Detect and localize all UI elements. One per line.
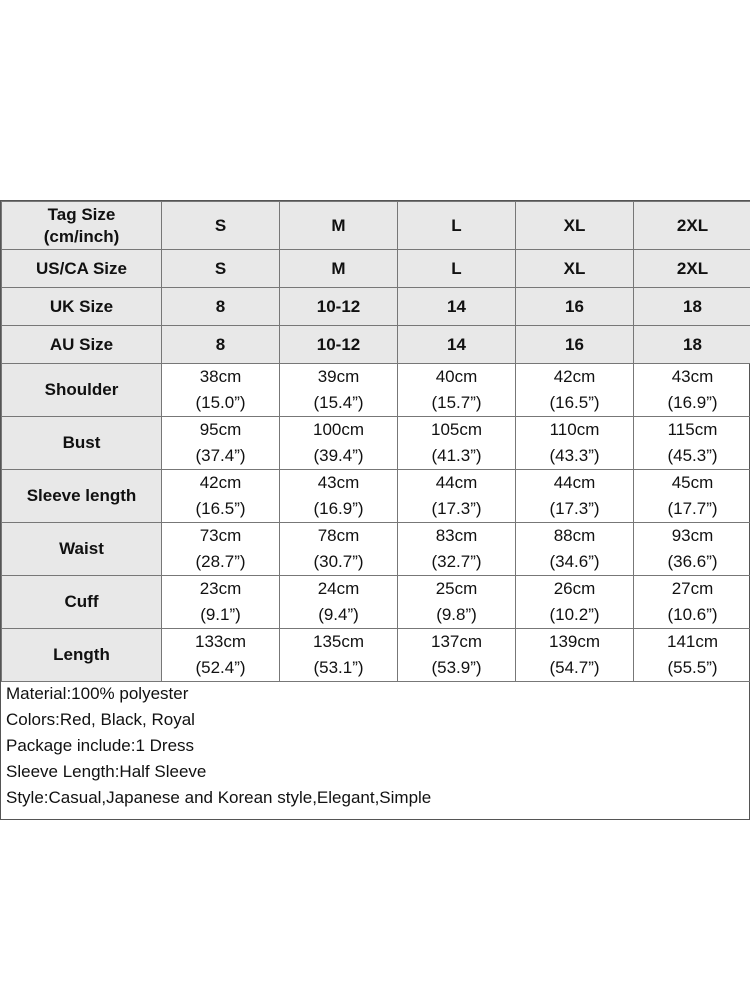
measurement-inch: (55.5”) <box>667 658 718 677</box>
measurement-cm: 137cm <box>430 632 483 651</box>
size-header-cell: XL <box>516 202 634 250</box>
size-value-cell: 14 <box>398 326 516 364</box>
measurement-cell <box>516 470 634 523</box>
measurement-inch: (45.3”) <box>667 446 718 465</box>
size-value-cell: 18 <box>634 326 750 364</box>
measurement-inch: (34.6”) <box>549 552 600 571</box>
measurement-cell <box>634 523 750 576</box>
size-value-cell: 8 <box>162 326 280 364</box>
measurement-cm: 44cm <box>553 473 596 492</box>
measurement-cell <box>634 576 750 629</box>
measurement-row <box>2 470 750 523</box>
measurement-cm: 27cm <box>671 579 714 598</box>
measurement-cm: 73cm <box>199 526 242 545</box>
measurement-row <box>2 523 750 576</box>
measurement-cm: 40cm <box>435 367 478 386</box>
measurement-inch: (9.8”) <box>436 605 477 624</box>
measurement-cm: 83cm <box>435 526 478 545</box>
measurement-cm: 23cm <box>199 579 242 598</box>
measurement-inch: (36.6”) <box>667 552 718 571</box>
measurement-cm: 105cm <box>430 420 483 439</box>
measurement-label: Waist <box>2 523 162 576</box>
size-header-cell: L <box>398 202 516 250</box>
measurement-inch: (28.7”) <box>195 552 246 571</box>
size-row-label: UK Size <box>2 288 162 326</box>
note-material: Material:100% polyester <box>6 684 189 703</box>
note-sleeve-length: Sleeve Length:Half Sleeve <box>6 762 207 781</box>
size-conversion-row <box>2 288 750 326</box>
measurement-inch: (53.1”) <box>313 658 364 677</box>
measurement-inch: (15.0”) <box>195 393 246 412</box>
measurement-cell <box>398 470 516 523</box>
measurement-cm: 42cm <box>199 473 242 492</box>
measurement-inch: (32.7”) <box>431 552 482 571</box>
measurement-cell <box>516 576 634 629</box>
measurement-inch: (15.7”) <box>431 393 482 412</box>
measurement-cm: 43cm <box>671 367 714 386</box>
measurement-row <box>2 364 750 417</box>
measurement-cell <box>398 629 516 682</box>
measurement-cell <box>398 417 516 470</box>
size-value-cell: M <box>280 250 398 288</box>
measurement-inch: (10.6”) <box>667 605 718 624</box>
measurement-cell <box>162 417 280 470</box>
measurement-cell <box>516 523 634 576</box>
size-value-cell: XL <box>516 250 634 288</box>
measurement-cm: 141cm <box>666 632 719 651</box>
table-header-row <box>2 202 750 250</box>
measurement-label: Cuff <box>2 576 162 629</box>
measurement-cm: 38cm <box>199 367 242 386</box>
measurement-inch: (53.9”) <box>431 658 482 677</box>
measurement-cell <box>634 470 750 523</box>
measurement-inch: (9.1”) <box>200 605 241 624</box>
measurement-inch: (9.4”) <box>318 605 359 624</box>
size-header-cell: 2XL <box>634 202 750 250</box>
size-value-cell: 10-12 <box>280 326 398 364</box>
measurement-cell <box>162 629 280 682</box>
tag-size-label: Tag Size <box>47 204 116 224</box>
product-notes <box>1 681 750 819</box>
measurement-inch: (37.4”) <box>195 446 246 465</box>
measurement-inch: (10.2”) <box>549 605 600 624</box>
measurement-cell <box>634 629 750 682</box>
measurement-cell <box>516 629 634 682</box>
measurement-cm: 115cm <box>667 420 718 439</box>
measurement-cell <box>162 523 280 576</box>
measurement-cm: 135cm <box>312 632 365 651</box>
measurement-cell <box>280 629 398 682</box>
size-value-cell: S <box>162 250 280 288</box>
measurement-row <box>2 417 750 470</box>
size-row-label: AU Size <box>2 326 162 364</box>
measurement-label: Shoulder <box>2 364 162 417</box>
measurement-cm: 93cm <box>671 526 714 545</box>
measurement-cm: 39cm <box>317 367 360 386</box>
measurement-cm: 88cm <box>553 526 596 545</box>
measurement-cell <box>516 417 634 470</box>
measurement-cell <box>280 470 398 523</box>
measurement-cell <box>162 576 280 629</box>
size-value-cell: 16 <box>516 288 634 326</box>
measurement-cm: 26cm <box>553 579 596 598</box>
measurement-row <box>2 576 750 629</box>
measurement-inch: (39.4”) <box>313 446 364 465</box>
measurement-cm: 95cm <box>199 420 242 439</box>
measurement-row <box>2 629 750 682</box>
measurement-inch: (16.9”) <box>313 499 364 518</box>
size-value-cell: 8 <box>162 288 280 326</box>
measurement-label: Bust <box>2 417 162 470</box>
measurement-cell <box>634 417 750 470</box>
measurement-cm: 43cm <box>317 473 360 492</box>
size-value-cell: 14 <box>398 288 516 326</box>
measurement-inch: (30.7”) <box>313 552 364 571</box>
measurement-cell <box>280 417 398 470</box>
tag-size-unit-label: (cm/inch) <box>43 226 120 246</box>
measurement-inch: (16.5”) <box>549 393 600 412</box>
measurement-cell <box>280 523 398 576</box>
size-conversion-row <box>2 326 750 364</box>
measurement-cell <box>398 364 516 417</box>
size-value-cell: 18 <box>634 288 750 326</box>
size-table <box>1 201 750 682</box>
size-conversion-row <box>2 250 750 288</box>
measurement-cm: 44cm <box>435 473 478 492</box>
measurement-label: Sleeve length <box>2 470 162 523</box>
size-value-cell: 2XL <box>634 250 750 288</box>
measurement-cell <box>516 364 634 417</box>
measurement-inch: (16.5”) <box>195 499 246 518</box>
measurement-inch: (17.3”) <box>431 499 482 518</box>
measurement-cm: 139cm <box>548 632 601 651</box>
tag-size-header <box>2 202 162 250</box>
measurement-cell <box>634 364 750 417</box>
size-header-cell: M <box>280 202 398 250</box>
measurement-cell <box>280 364 398 417</box>
measurement-inch: (52.4”) <box>195 658 246 677</box>
measurement-cell <box>398 576 516 629</box>
measurement-label: Length <box>2 629 162 682</box>
size-value-cell: 10-12 <box>280 288 398 326</box>
measurement-cell <box>162 364 280 417</box>
measurement-inch: (17.7”) <box>667 499 718 518</box>
measurement-cm: 42cm <box>553 367 596 386</box>
measurement-inch: (54.7”) <box>549 658 600 677</box>
size-chart <box>0 200 750 820</box>
measurement-inch: (43.3”) <box>549 446 600 465</box>
measurement-inch: (17.3”) <box>549 499 600 518</box>
measurement-cm: 78cm <box>317 526 360 545</box>
measurement-cm: 25cm <box>435 579 478 598</box>
measurement-cell <box>162 470 280 523</box>
size-header-cell: S <box>162 202 280 250</box>
measurement-cm: 24cm <box>317 579 360 598</box>
measurement-cm: 110cm <box>549 420 600 439</box>
size-value-cell: L <box>398 250 516 288</box>
measurement-cm: 45cm <box>671 473 714 492</box>
note-package: Package include:1 Dress <box>6 736 195 755</box>
note-colors: Colors:Red, Black, Royal <box>6 710 195 729</box>
measurement-inch: (15.4”) <box>313 393 364 412</box>
measurement-cm: 133cm <box>194 632 247 651</box>
measurement-cell <box>398 523 516 576</box>
size-value-cell: 16 <box>516 326 634 364</box>
size-row-label: US/CA Size <box>2 250 162 288</box>
measurement-inch: (41.3”) <box>431 446 482 465</box>
measurement-cm: 100cm <box>312 420 365 439</box>
note-style: Style:Casual,Japanese and Korean style,Elegant,Simple <box>6 788 432 807</box>
measurement-cell <box>280 576 398 629</box>
measurement-inch: (16.9”) <box>667 393 718 412</box>
